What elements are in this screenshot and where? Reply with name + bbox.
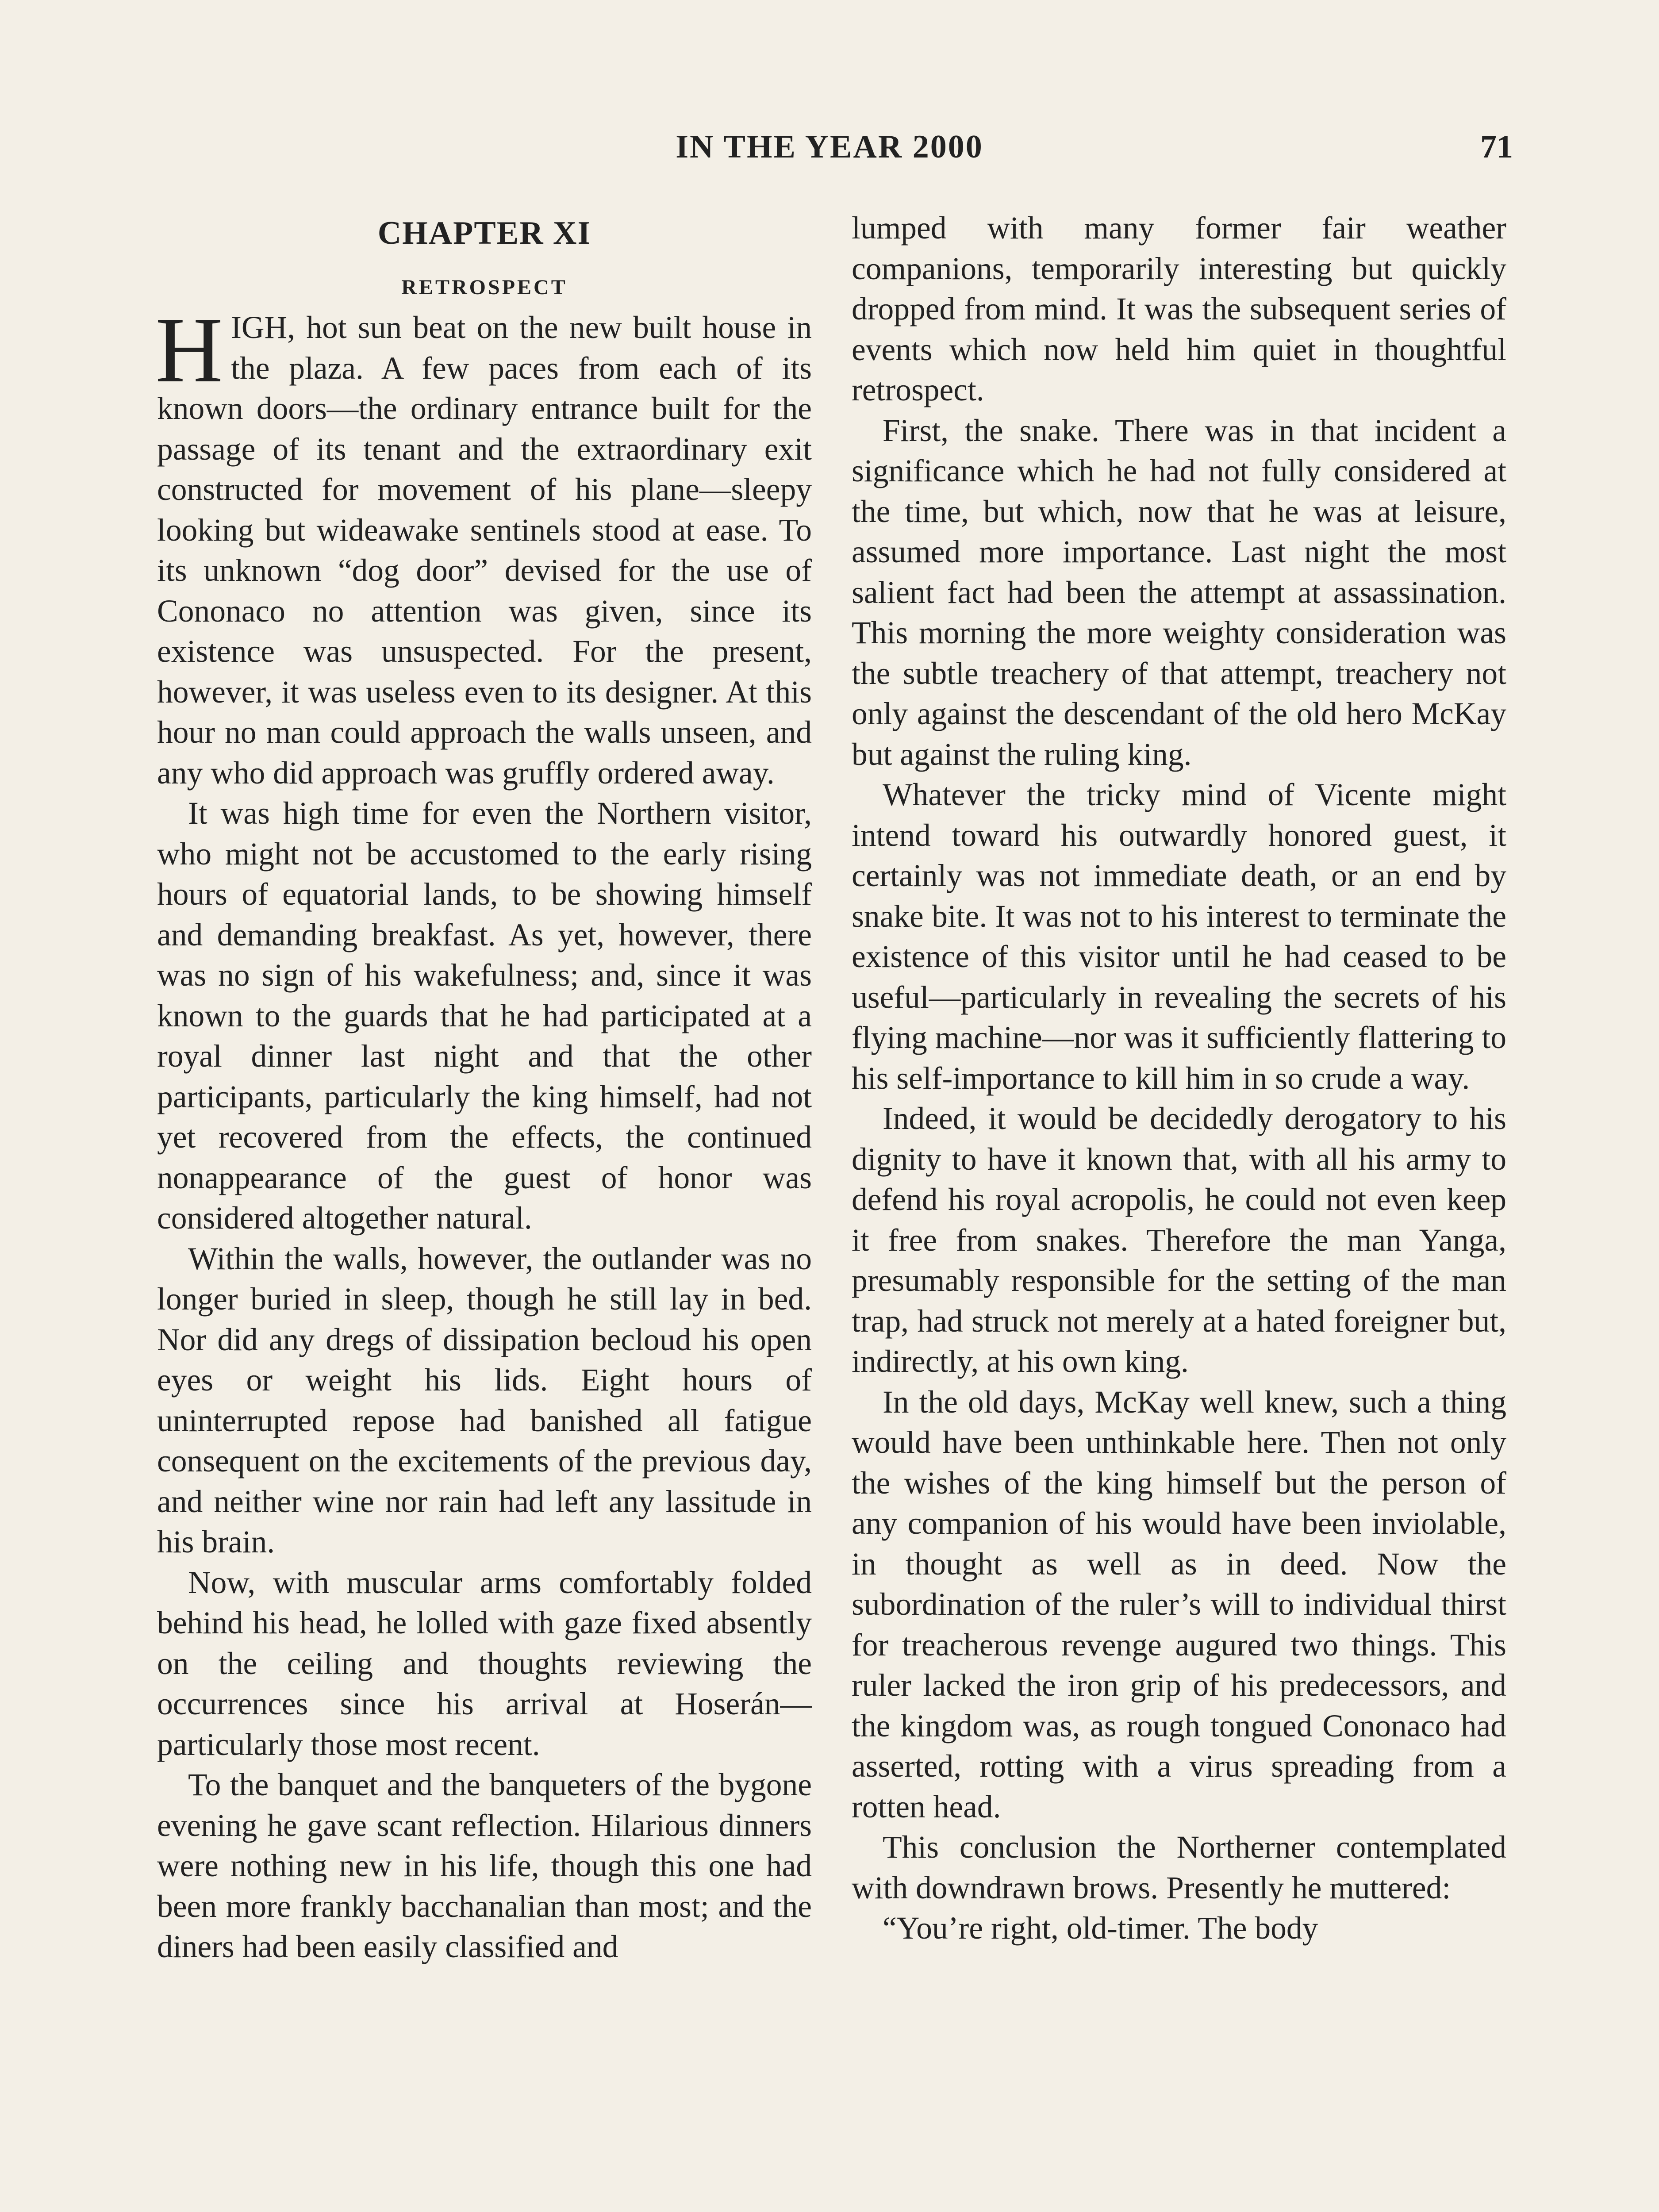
body-paragraph: Now, with muscular arms comfortably folded behind his head, he lolled with gaze fixed absently on the ceiling and thoughts reviewing the occurrences since his arrival at Hoserán—particularly those most recent. [157,1565,812,1762]
page-number: 71 [1480,129,1513,165]
body-paragraph: Whatever the tricky mind of Vicente might intend toward his outwardly honored guest, it certainly was not immediate death, or an end by snake bite. It was not to his interest to terminate the existence of this visitor until he had ceased to be useful—particularly in revealing the secrets of his flying machine—nor was it sufficiently flattering to his self-importance to kill him in so crude a way. [852,777,1506,1096]
body-paragraph: In the old days, McKay well knew, such a thing would have been unthinkable here. Then not only the wishes of the king himself but the person of any companion of his would have been inviolable, in thought as well as in deed. Now the subordination of the ruler’s will to individual thirst for treacherous revenge augured two things. This ruler lacked the iron grip of his predecessors, and the kingdom was, as rough tongued Cononaco had asserted, rotting with a virus spreading from a rotten head. [852,1384,1506,1824]
chapter-heading: CHAPTER XI [377,215,591,251]
body-paragraph: Indeed, it would be decidedly derogatory to his dignity to have it known that, with all his army to defend his royal acropolis, he could not even keep it free from snakes. Therefore the man Yanga, presumably responsible for the setting of the man trap, had struck not merely at a hated foreigner but, indirectly, at his own king. [852,1101,1506,1379]
right-column [852,208,1506,1949]
opening-paragraph-text: IGH, hot sun beat on the new built house in the plaza. A few paces from each of its known doors—the ordinary entrance built for the passage of its tenant and the extraordinary exit constructed for movement of his plane—sleepy looking but wideawake sentinels stood at ease. To its unknown “dog door” devised for the use of Cononaco no attention was given, since its existence was unsuspected. For the present, however, it was useless even to its designer. At this hour no man could approach the walls unseen, and any who did approach was gruffly ordered away. [157,310,812,791]
body-paragraph: It was high time for even the Northern visitor, who might not be accustomed to the early rising hours of equatorial lands, to be showing himself and demanding breakfast. As yet, however, there was no sign of his wakefulness; and, since it was known to the guards that he had participated at a royal dinner last night and that the other participants, particularly the king himself, had not yet recovered from the effects, the continued nonappearance of the guest of honor was considered altogether natural. [157,796,812,1236]
body-paragraph: First, the snake. There was in that incident a significance which he had not fully considered at the time, but which, now that he was at leisure, assumed more importance. Last night the most salient fact had been the attempt at assassination. This morning the more weighty consideration was the subtle treachery of that attempt, treachery not only against the descendant of the old hero McKay but against the ruling king. [852,413,1506,772]
body-paragraph: “You’re right, old-timer. The body [883,1911,1318,1946]
drop-cap: H [155,298,223,402]
body-paragraph: Within the walls, however, the outlander was no longer buried in sleep, though he still lay in bed. Nor did any dregs of dissipation becloud his open eyes or weight his lids. Eight hours of uninterrupted repose had banished all fatigue consequent on the excitements of the previous day, and neither wine nor rain had left any lassitude in his brain. [157,1241,812,1559]
continued-paragraph: lumped with many former fair weather companions, temporarily interesting but quickly dropped from mind. It was the subsequent series of events which now held him quiet in thoughtful retrospect. [852,211,1506,407]
body-paragraph: This conclusion the Northerner contemplated with downdrawn brows. Presently he muttered: [852,1830,1506,1905]
body-paragraph: To the banquet and the banqueters of the bygone evening he gave scant reflection. Hilarious dinners were nothing new in his life, though this one had been more frankly bacchanalian than most; and the diners had been easily classified and [157,1767,812,1964]
opening-paragraph [155,298,812,793]
page-header [0,128,1659,177]
section-heading: RETROSPECT [401,276,568,299]
left-column [157,208,812,1967]
running-title: IN THE YEAR 2000 [676,129,983,165]
